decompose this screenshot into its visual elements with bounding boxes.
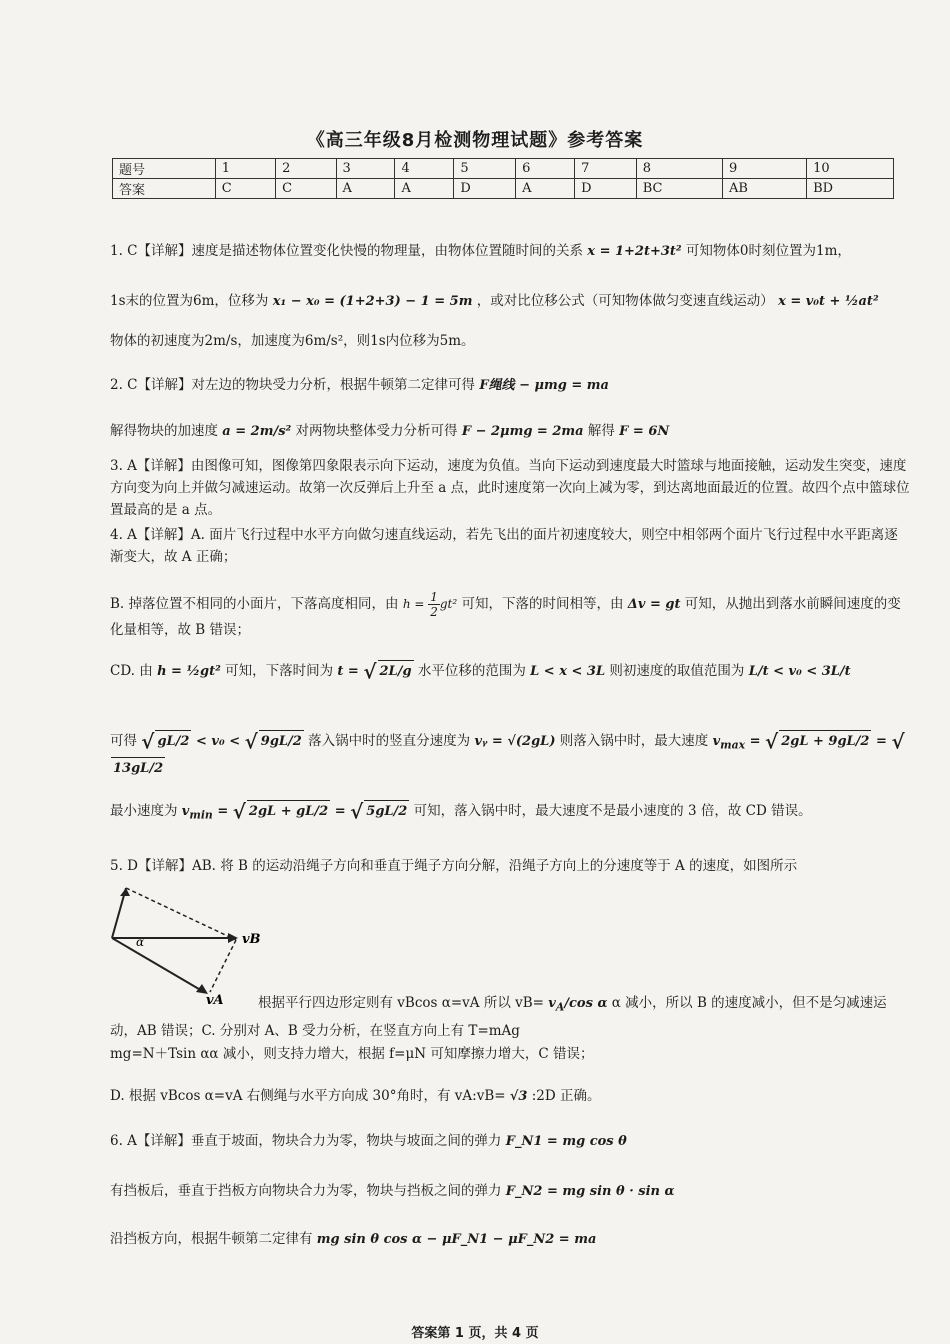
question-number-row	[113, 159, 894, 179]
va-arrow	[112, 938, 204, 992]
answer-cell: C	[215, 179, 275, 199]
vb-label: vB	[242, 932, 261, 947]
page-title: 《高三年级8月检测物理试题》参考答案	[306, 130, 644, 151]
page-footer: 答案第 1 页，共 4 页	[411, 1326, 539, 1341]
q4-line-cd: CD. 由 h = ½gt² 可知，下落时间为 t = √ 2L/g 水平位移的范围为 L < x < 3L 则初速度的取值范围为 L/t < v₀ < 3L/t	[110, 659, 851, 684]
question-number: 7	[575, 159, 637, 179]
answer-cell: A	[336, 179, 395, 199]
q5-line5: D. 根据 vBcos α=vA 右侧绳与水平方向成 30°角时，有 vA:vB= √3 :2D 正确。	[110, 1088, 601, 1104]
q3-text: 3. A【详解】由图像可知，图像第四象限表示向下运动，速度为负值。当向下运动到速度最大时篮球与地面接触，运动发生突变，速度方向变为向上并做匀减速运动。故第一次反弹后上升至 a 点，此时速度第一次向上减为零，到达离地面最近的位置。故四个点中篮球位置最高的是 a 点。	[110, 458, 910, 518]
q1-line2: 1s末的位置为6m，位移为 x₁ − x₀ = (1+2+3) − 1 = 5m ，或对比位移公式（可知物体做匀变速直线运动） x = v₀t + ½at²	[110, 293, 879, 309]
q1-line1: 1. C【详解】速度是描述物体位置变化快慢的物理量，由物体位置随时间的关系 x = 1+2t+3t² 可知物体0时刻位置为1m，	[110, 243, 851, 259]
q4-line1: 4. A【详解】A. 面片飞行过程中水平方向做匀速直线运动，若先飞出的面片初速度较大，则空中相邻两个面片飞行过程中水平距离逐渐变大，故 A 正确；	[110, 527, 898, 565]
q6-line3: 沿挡板方向，根据牛顿第二定律有 mg sin θ cos α − μF_N1 − μF_N2 = ma	[110, 1231, 597, 1247]
va-label: vA	[206, 993, 224, 1008]
question-number: 2	[276, 159, 336, 179]
row-header-answer: 答案	[113, 179, 216, 199]
answer-row	[113, 179, 894, 199]
q5-line4: mg=N＋Tsin αα 减小，则支持力增大，根据 f=μN 可知摩擦力增大，C 错误；	[110, 1046, 594, 1062]
question-number: 10	[807, 159, 894, 179]
answer-cell: BC	[636, 179, 722, 199]
q1-line3: 物体的初速度为2m/s，加速度为6m/s²，则1s内位移为5m。	[110, 333, 475, 349]
answer-cell: C	[276, 179, 336, 199]
question-number: 8	[636, 159, 722, 179]
answer-cell: D	[454, 179, 516, 199]
question-number: 1	[215, 159, 275, 179]
question-number: 5	[454, 159, 516, 179]
answer-cell: BD	[807, 179, 894, 199]
q2-line2: 解得物块的加速度 a = 2m/s² 对两物块整体受力分析可得 F − 2μmg = 2ma 解得 F = 6N	[110, 423, 670, 439]
answer-cell: AB	[722, 179, 806, 199]
eq-h-frac: h = $\frac{1}{2}$ gt²	[402, 590, 458, 619]
q2-line1: 2. C【详解】对左边的物块受力分析，根据牛顿第二定律可得 F绳线 − μmg = ma	[110, 377, 609, 393]
question-number: 9	[722, 159, 806, 179]
q5-line2: 根据平行四边形定则有 vBcos α=vA 所以 $vB= v_A/\cos$ α α 减小，所以 B 的速度减小，但不是匀减速运	[258, 995, 887, 1014]
question-number: 4	[395, 159, 454, 179]
alpha-label: α	[136, 935, 145, 949]
question-number: 3	[336, 159, 395, 179]
q5-line1: 5. D【详解】AB. 将 B 的运动沿绳子方向和垂直于绳子方向分解，沿绳子方向上的分速度等于 A 的速度，如图所示	[110, 858, 798, 874]
q6-line1: 6. A【详解】垂直于坡面，物块合力为零，物块与坡面之间的弹力 F_N1 = mg cos θ	[110, 1133, 627, 1149]
q5-line3: 动，AB 错误；C. 分别对 A、B 受力分析，在竖直方向上有 T=mAg	[110, 1023, 520, 1039]
answer-cell: A	[395, 179, 454, 199]
answer-cell: A	[516, 179, 575, 199]
row-header-question: 题号	[113, 159, 216, 179]
answer-table	[112, 158, 894, 199]
q4-line-k: 可得 √ gL/2 < v₀ < √ 9gL/2 落入锅中时的竖直分速度为 vᵧ = √(2gL) 则落入锅中时，最大速度 $v_{max}$ = √ 2gL + 9gL/2 = √13gL/2	[110, 730, 910, 780]
q4-line-b: B. 掉落位置不相同的小面片，下落高度相同，由 h = $\frac{1}{2}$ gt² 可知，下落的时间相等，由 Δv = gt 可知，从抛出到落水前瞬间速度的变化量相等，故 B 错误；	[110, 590, 901, 638]
velocity-decomposition-diagram	[106, 880, 276, 1010]
q6-line2: 有挡板后，垂直于挡板方向物块合力为零，物块与挡板之间的弹力 F_N2 = mg sin θ · sin α	[110, 1183, 675, 1199]
question-number: 6	[516, 159, 575, 179]
q4-line-min: 最小速度为 $v_{min}$ = √ 2gL + gL/2 = √ 5gL/2 可知，落入锅中时，最大速度不是最小速度的 3 倍，故 CD 错误。	[110, 799, 812, 824]
answer-cell: D	[575, 179, 637, 199]
